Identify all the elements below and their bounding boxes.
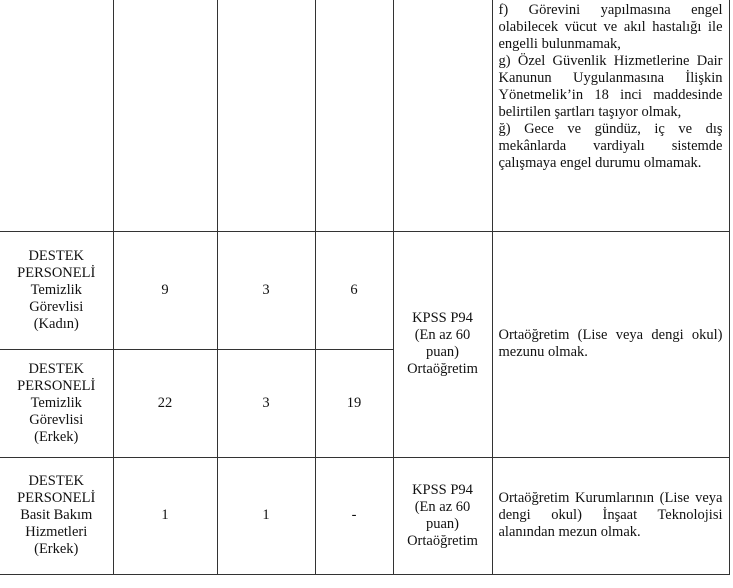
requirement-item: f) Görevini yapılmasına engel olabilecek vücut ve akıl hastalığı ile engelli bulunmamak,	[498, 2, 723, 52]
kpss-cell	[393, 231, 492, 457]
count-cell	[217, 0, 315, 231]
position-line: DESTEK	[28, 247, 85, 264]
kpss-line: (En az 60	[414, 327, 471, 343]
count-cell	[315, 0, 393, 231]
kpss-line: KPSS P94	[412, 481, 473, 498]
count-cell: 6	[315, 231, 393, 349]
position-line: Temizlik	[30, 281, 82, 298]
position-line: (Kadın)	[33, 315, 79, 332]
position-cell	[0, 0, 113, 231]
kpss-line: Ortaöğretim	[407, 361, 478, 377]
kpss-cell	[393, 0, 492, 231]
kpss-line: KPSS P94	[412, 310, 473, 326]
position-line: Görevlisi	[29, 411, 84, 428]
requirements-cell: Ortaöğretim (Lise veya dengi okul) mezunu olmak.	[492, 231, 729, 457]
kpss-line: puan)	[425, 515, 459, 532]
total-cell	[113, 0, 217, 231]
table-row	[0, 0, 729, 231]
count-cell: 19	[315, 349, 393, 457]
position-line: PERSONELİ	[17, 264, 96, 281]
position-line: PERSONELİ	[17, 377, 96, 394]
position-line: (Erkek)	[34, 428, 79, 445]
kpss-line: (En az 60	[414, 498, 471, 515]
position-line: (Erkek)	[34, 541, 79, 557]
position-line: Basit Bakım	[20, 507, 93, 523]
requirement-item: ğ) Gece ve gündüz, iç ve dış mekânlarda vardiyalı sistemde çalışmaya engel durumu olmamak.	[498, 121, 723, 171]
table-row	[0, 231, 729, 349]
kpss-cell	[393, 457, 492, 574]
count-cell: 3	[217, 349, 315, 457]
position-line: DESTEK	[28, 473, 85, 489]
position-cell	[0, 349, 113, 457]
requirements-cell	[492, 0, 729, 231]
kpss-line: puan)	[425, 344, 459, 360]
position-line: Hizmetleri	[25, 524, 88, 540]
position-line: DESTEK	[28, 360, 85, 377]
total-cell: 9	[113, 231, 217, 349]
requirement-item: g) Özel Güvenlik Hizmetlerine Dair Kanunun Uygulanmasına İlişkin Yönetmelik’in 18 inci maddesinde belirtilen şartları taşıyor olmak,	[498, 53, 723, 120]
count-cell: 3	[217, 231, 315, 349]
count-cell: 1	[217, 457, 315, 574]
position-line: PERSONELİ	[17, 490, 96, 506]
count-cell: -	[315, 457, 393, 574]
requirements-cell: Ortaöğretim Kurumlarının (Lise veya dengi okul) İnşaat Teknolojisi alanından mezun olmak.	[492, 457, 729, 574]
table-row	[0, 457, 729, 574]
position-cell	[0, 231, 113, 349]
position-line: Temizlik	[30, 394, 82, 411]
total-cell: 1	[113, 457, 217, 574]
kpss-line: Ortaöğretim	[407, 532, 478, 549]
total-cell: 22	[113, 349, 217, 457]
position-cell	[0, 457, 113, 574]
position-line: Görevlisi	[29, 298, 84, 315]
